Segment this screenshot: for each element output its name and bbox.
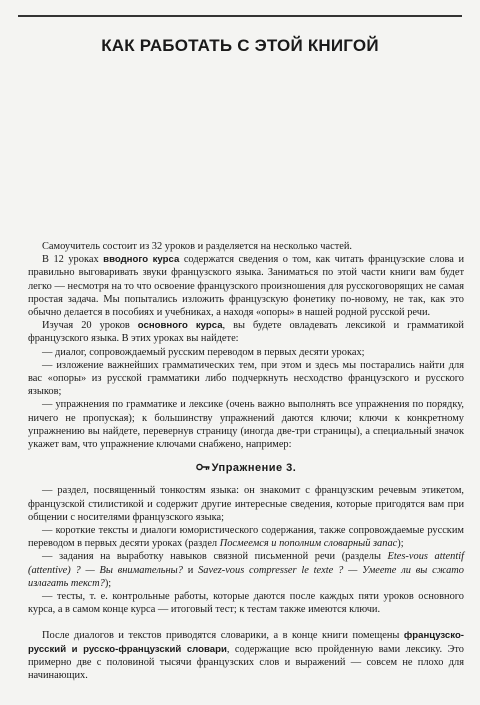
text-run: Изучая 20 уроков [42,320,138,332]
list-item: — тесты, т. е. контрольные работы, которые даются после каждых пяти уроков основного курса, а в самом конце курса — итоговый тест; к тестам также имеются ключи. [28,591,464,616]
spacer [28,616,464,629]
list-item: — изложение важнейших грамматических тем, при этом и здесь мы постарались найти для вас «опоры» из русской грамматики либо подчеркнуть несходство французского и русского языков; [28,359,464,398]
list-item: — упражнения по грамматике и лексике (очень важно выполнять все упражнения по порядку, ничего не пропуская); к большинству упражнений даются ключи; ключи к конкретному упражнению вы найдете, перевернув страницу (иногда две-три страницы), а специальный значок укажет вам, что упражнение ключами снабжено, например: [28,399,464,451]
paragraph-intro-course [28,253,464,319]
exercise-heading [28,462,464,475]
top-rule [18,15,462,17]
exercise-label: Упражнение 3. [211,462,297,475]
text-run: — задания на выработку навыков связной письменной речи (разделы [42,551,388,563]
text-run: содержатся сведения о том, как читать французские слова и правильно выговаривать звуки французского языка. Заниматься по этой части книги вам будет легко — несмотря на то что освоение французского произношения для русскоговорящих не самая простая задача. Мы попытались изложить французскую фонетику по-новому, не так, как это обычно делается в пособиях и учебниках, а находя «опоры» в нашей родной русской речи. [28,254,464,319]
list-item: — раздел, посвященный тонкостям языка: он знакомит с французским речевым этикетом, французской стилистикой и содержит другие интересные сведения, которые пригодятся вам при общении с носителями французского языка; [28,485,464,523]
bold-term: французско-русский и русско-французский словари [28,630,464,655]
italic-term: Etes-vous attentif (attentive) ? — Вы внимательны? [28,551,464,576]
list-item: — диалог, сопровождаемый русским переводом в первых десяти уроках; [42,346,365,358]
paragraph-intro: Самоучитель состоит из 32 уроков и разделяется на несколько частей. [42,241,353,252]
paragraph-main-course [28,319,464,345]
italic-term: Savez-vous compresser le texte ? — Умеете ли вы сжато излагать текст? [28,564,464,589]
body-text [28,240,464,682]
text-run: , вы будете овладевать лексикой и грамматикой французского языка. В этих уроках вы найдете: [28,320,464,345]
key-icon [196,462,210,475]
list-item [28,550,464,590]
bold-term: вводного курса [103,254,180,266]
paragraph-dictionaries [28,629,464,682]
list-item [28,524,464,550]
page-title: КАК РАБОТАТЬ С ЭТОЙ КНИГОЙ [101,36,379,55]
text-run: После диалогов и текстов приводятся словарики, а в конце книги помещены [42,630,404,642]
text-run: ); [397,538,404,550]
text-run: В 12 уроках [42,254,104,266]
text-run: и [182,564,199,576]
text-run: — короткие тексты и диалоги юмористического содержания, также сопровождаемые русским переводом в первых десяти уроках (раздел [28,525,464,550]
bold-term: основного курса [137,320,223,332]
text-run: ); [104,577,112,589]
text-run: , содержащие всю пройденную вами лексику. Это примерно две с половиной тысячи французских слов и выражений — совсем не плохо для начинающих. [28,643,464,682]
italic-term: Посмеемся и пополним словарный запас [219,538,398,550]
